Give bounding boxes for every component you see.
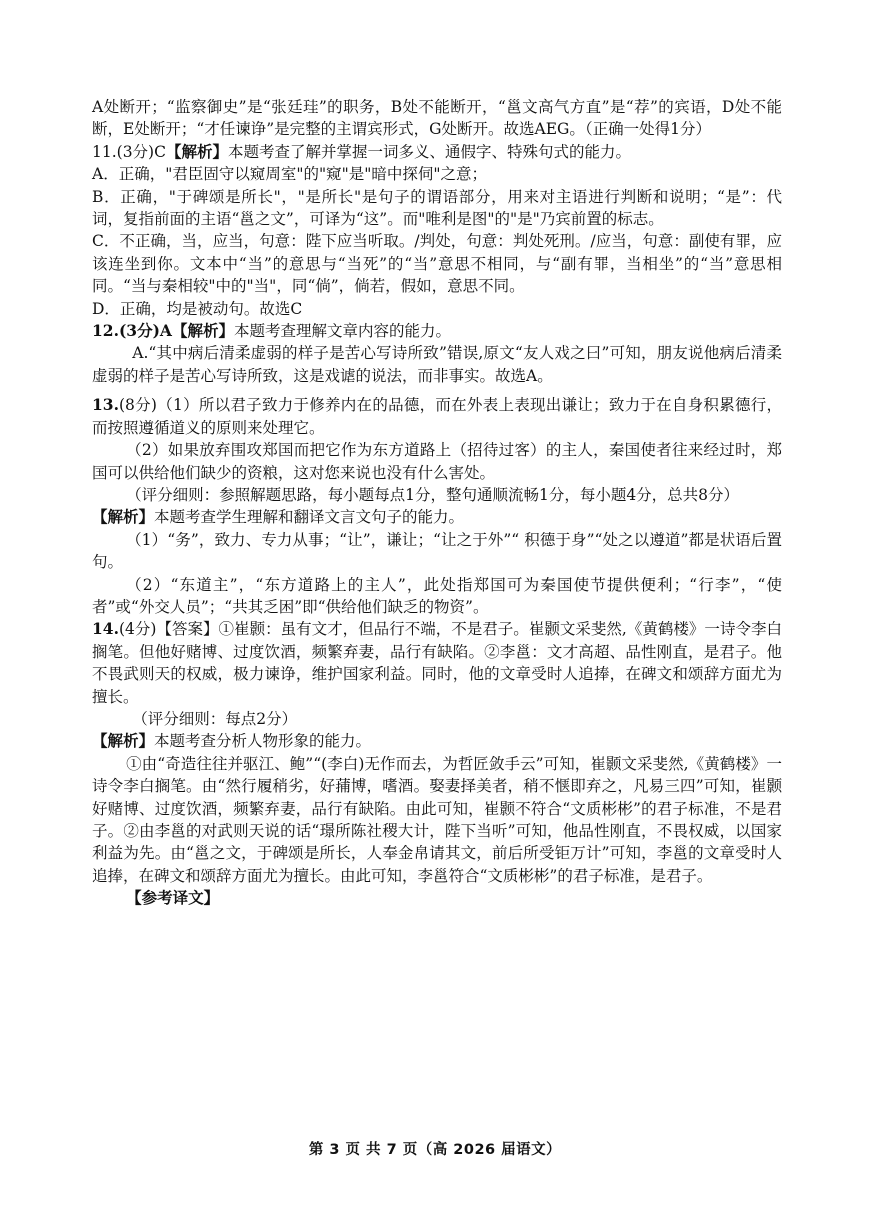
q10-tail-paragraph: A处断开；“监察御史”是“张廷珪”的职务，B处不能断开，“邕文高气方直”是“荐”的宾语，D处不能断，E处断开；“才任谏诤”是完整的主谓宾形式，G处断开。故选AEG。（正确一处得1分） xyxy=(92,98,782,139)
q11-analysis-tag: 【解析】 xyxy=(165,141,228,161)
q13-explain-1: （1）“务”，致力、专力从事；“让”，谦让；“让之于外”“ 积德于身”“处之以遵道”都是状语后置句。 xyxy=(92,530,782,572)
q13-analysis xyxy=(92,506,782,528)
q13-answer-1-text: (8分)（1）所以君子致力于修养内在的品德，而在外表上表现出谦让；致力于在自身积累德行，而按照遵循道义的原则来处理它。 xyxy=(92,396,782,437)
q13-analysis-text: 本题考查学生理解和翻译文言文句子的能力。 xyxy=(154,508,465,527)
q13-analysis-tag: 【解析】 xyxy=(92,507,155,527)
q11-option-d: D．正确，均是被动句。故选C xyxy=(92,299,303,318)
q11-intro: 本题考查了解并掌握一词多义、通假字、特殊句式的能力。 xyxy=(227,142,631,161)
q11-option-b: B．正确，"于碑颂是所长"，"是所长"是句子的谓语部分，用来对主语进行判断和说明；“是”：代词，复指前面的主语“邕之文”，可译为“这”。而"唯利是图"的"是"乃宾前置的标志。 xyxy=(92,187,782,229)
q12-option-a: A.“其中病后清柔虚弱的样子是苦心写诗所致”错误,原文“友人戏之曰”可知，朋友说他病后清柔虚弱的样子是苦心写诗所致，这是戏谑的说法，而非事实。故选A。 xyxy=(92,344,782,385)
q14-analysis-tag: 【解析】 xyxy=(92,731,155,751)
q11-option-c: C．不正确，当，应当，句意：陛下应当听取。/判处，句意：判处死刑。/应当，句意：副使有罪，应该连坐到你。文本中“当”的意思与“当死”的“当”意思不相同，与“副有罪，当相坐”的“当”意思相同。“当与秦相较"中的"当"，同“倘”，倘若，假如，意思不同。 xyxy=(92,232,782,296)
q14-analysis xyxy=(92,730,782,752)
page-footer: 第 3 页 共 7 页（高 2026 届语文） xyxy=(308,1142,562,1158)
q14-analysis-text: 本题考查分析人物形象的能力。 xyxy=(154,732,372,751)
q13-number: 13. xyxy=(92,395,119,415)
q14-number: 14. xyxy=(92,619,119,639)
q11-heading xyxy=(92,141,782,163)
q11-option-a: A．正确，"君臣固守以窥周室"的"窥"是"暗中探伺"之意； xyxy=(92,165,487,184)
q14-answer-tag: (4分)【答案】 xyxy=(118,620,219,639)
answer-content xyxy=(92,96,782,910)
q13-explain-2: （2）“东道主”，“东方道路上的主人”，此处指郑国可为秦国使节提供便利；“行李”，“使者”或“外交人员”；“共其乏困”即“供给他们缺乏的物资”。 xyxy=(92,575,782,616)
q13-scoring: （评分细则：参照解题思路，每小题每点1分，整句通顺流畅1分，每小题4分，总共8分） xyxy=(126,485,740,504)
q13-answer-2: （2）如果放弃围攻郑国而把它作为东方道路上（招待过客）的主人，秦国使者往来经过时，郑国可以供给他们缺少的资粮，这对您来说也没有什么害处。 xyxy=(92,441,782,482)
q13-answer-1 xyxy=(92,394,782,439)
reference-translation-heading: 【参考译文】 xyxy=(126,888,220,908)
q12-analysis-tag: 【解析】 xyxy=(171,321,234,341)
q14-scoring: （评分细则：每点2分） xyxy=(132,709,298,728)
q14-explanation: ①由“奇造往往并驱江、鲍”“(李白)无作而去，为哲匠敛手云”可知，崔颢文采斐然,《黄鹤楼》一诗令李白搁笔。由“然行履稍劣，好蒱博，嗜酒。娶妻择美者，稍不惬即弃之，凡易三四”可知，崔颢好赌博、过度饮酒，频繁弃妻，品行有缺陷。由此可知，崔颢不符合“文质彬彬”的君子标准，不是君子。②由李邕的对武则天说的话“璟所陈社稷大计，陛下当听”可知，他品性刚直，不畏权威，以国家利益为先。由“邕之文，于碑颂是所长，人奉金帛请其文，前后所受钜万计”可知，李邕的文章受时人追捧，在碑文和颂辞方面尤为擅长。由此可知，李邕符合“文质彬彬”的君子标准，是君子。 xyxy=(92,754,782,885)
q12-intro: 本题考查理解文章内容的能力。 xyxy=(233,322,451,341)
q12-heading xyxy=(92,320,782,342)
q11-number: 11.(3分)C xyxy=(92,142,166,161)
q14-answer xyxy=(92,618,782,708)
q14-answer-text: ①崔颢：虽有文才，但品行不端，不是君子。崔颢文采斐然,《黄鹤楼》一诗令李白搁笔。但他好赌博、过度饮酒，频繁弃妻，品行有缺陷。②李邕：文才高超、品性刚直，是君子。他不畏武则天的权威，极力谏诤，维护国家利益。同时，他的文章受时人追捧，在碑文和颂辞方面尤为擅长。 xyxy=(92,620,782,706)
q12-number: 12.(3分)A xyxy=(92,321,172,341)
